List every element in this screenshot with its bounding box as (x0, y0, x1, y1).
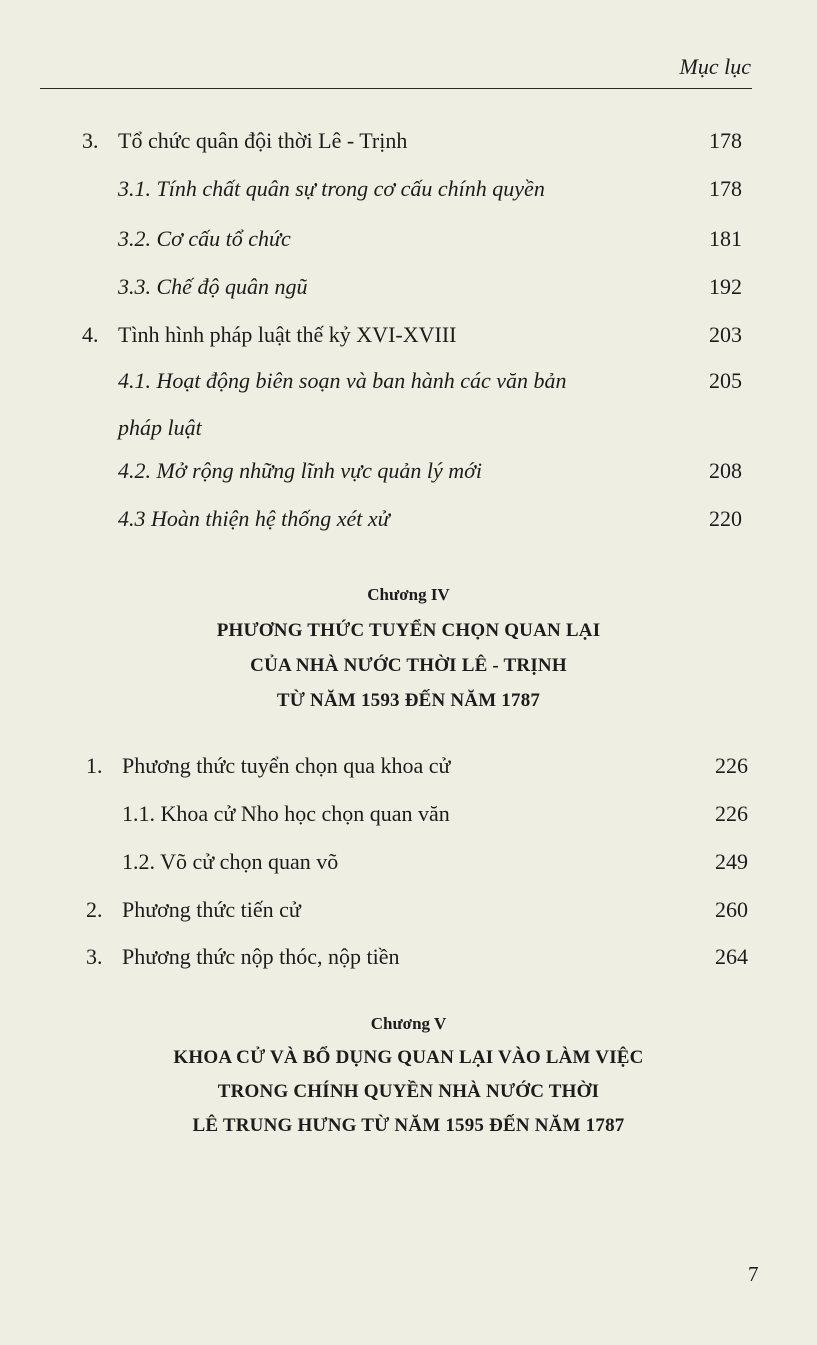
entry-text: 1.1. Khoa cử Nho học chọn quan văn (122, 801, 450, 826)
entry-page: 205 (709, 368, 742, 393)
entry-page: 220 (709, 506, 742, 531)
running-header-title: Mục lục (679, 54, 751, 79)
entry-text: Phương thức tiến cử (122, 897, 301, 922)
entry-text: Phương thức tuyển chọn qua khoa cử (122, 753, 451, 778)
entry-page: 260 (715, 897, 748, 922)
entry-page: 181 (709, 226, 742, 251)
chapter-5-title-line-2: TRONG CHÍNH QUYỀN NHÀ NƯỚC THỜI (217, 1081, 600, 1102)
entry-page: 208 (709, 458, 742, 483)
toc-entry-4-1[interactable] (0, 368, 817, 448)
chapter-5-title-line-3: LÊ TRUNG HƯNG TỪ NĂM 1595 ĐẾN NĂM 1787 (192, 1115, 625, 1136)
entry-page: 178 (709, 128, 742, 153)
entry-page: 178 (709, 176, 742, 201)
entry-number: 2. (86, 897, 103, 922)
chapter-4-label: Chương IV (367, 585, 450, 604)
entry-page: 192 (709, 274, 742, 299)
page-number: 7 (748, 1262, 759, 1286)
entry-number: 3. (86, 944, 103, 969)
entry-text: 3.1. Tính chất quân sự trong cơ cấu chính quyền (118, 176, 545, 201)
entry-text: 4.1. Hoạt động biên soạn và ban hành các văn bản (118, 368, 567, 393)
entry-page: 264 (715, 944, 748, 969)
entry-text-continued: pháp luật (118, 415, 202, 440)
chapter-4-title-line-3: TỪ NĂM 1593 ĐẾN NĂM 1787 (276, 690, 541, 711)
entry-text: Tình hình pháp luật thế kỷ XVI-XVIII (118, 322, 457, 347)
entry-text: Phương thức nộp thóc, nộp tiền (122, 944, 400, 969)
entry-text: 1.2. Võ cử chọn quan võ (122, 849, 339, 874)
entry-page: 226 (715, 801, 748, 826)
entry-text: 3.3. Chế độ quân ngũ (118, 274, 308, 299)
chapter-4-title-line-2: CỦA NHÀ NƯỚC THỜI LÊ - TRỊNH (250, 655, 567, 676)
entry-number: 1. (86, 753, 103, 778)
chapter-5-title-line-1: KHOA CỬ VÀ BỔ DỤNG QUAN LẠI VÀO LÀM VIỆC (173, 1047, 644, 1068)
entry-text: 3.2. Cơ cấu tổ chức (118, 226, 291, 251)
entry-page: 226 (715, 753, 748, 778)
entry-number: 4. (82, 322, 99, 347)
entry-text: 4.3 Hoàn thiện hệ thống xét xử (118, 506, 390, 531)
header-divider (40, 88, 752, 89)
entry-number: 3. (82, 128, 99, 153)
chapter-4-title-line-1: PHƯƠNG THỨC TUYỂN CHỌN QUAN LẠI (216, 620, 601, 641)
entry-text: 4.2. Mở rộng những lĩnh vực quản lý mới (118, 458, 482, 483)
entry-page: 249 (715, 849, 748, 874)
entry-text: Tổ chức quân đội thời Lê - Trịnh (118, 128, 408, 153)
chapter-5-label: Chương V (370, 1014, 447, 1033)
entry-page: 203 (709, 322, 742, 347)
